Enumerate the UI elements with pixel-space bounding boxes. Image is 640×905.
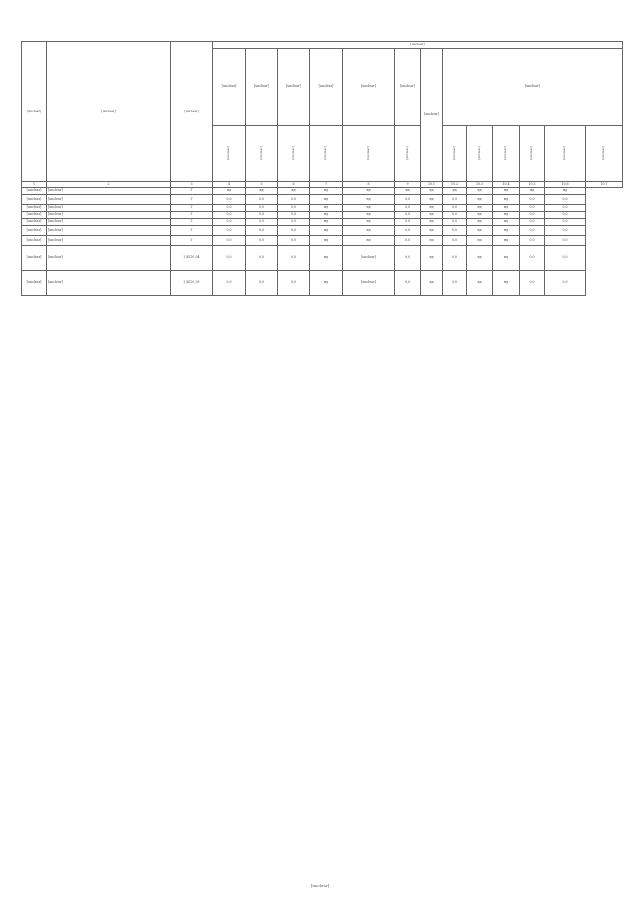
column-number: 7 — [310, 182, 343, 188]
table-cell: Г — [171, 195, 213, 205]
table-cell: 0,0 — [443, 226, 467, 236]
table-cell: нд — [310, 205, 343, 212]
table-cell: 0,0 — [213, 219, 246, 226]
table-cell: [unclear] — [343, 246, 395, 271]
sub-header: [unclear] — [421, 49, 443, 182]
table-cell: нд — [310, 271, 343, 296]
right-group-header: [unclear] — [443, 49, 623, 126]
column-number: 10.2 — [443, 182, 467, 188]
table-cell: [unclear] — [22, 219, 47, 226]
table-cell: Г — [171, 205, 213, 212]
vertical-header — [213, 126, 246, 182]
table-cell: нд — [310, 195, 343, 205]
column-number: 3 — [171, 182, 213, 188]
table-cell: нд — [493, 188, 520, 195]
table-cell: 0,0 — [395, 236, 421, 246]
table-cell: нд — [343, 219, 395, 226]
table-cell: 0,0 — [213, 271, 246, 296]
vertical-header — [278, 126, 310, 182]
table-cell: 0,0 — [443, 246, 467, 271]
vertical-header-text: [unclear] — [529, 145, 534, 160]
header-top-band: [unclear] — [213, 42, 623, 49]
table-cell: нд — [493, 212, 520, 219]
table-cell: нд — [467, 188, 493, 195]
vertical-header-text: [unclear] — [601, 145, 606, 160]
table-cell: 0,0 — [443, 205, 467, 212]
table-cell: 0,0 — [278, 226, 310, 236]
table-cell: нд — [520, 188, 545, 195]
vertical-header-text: [unclear] — [476, 145, 481, 160]
table-cell: [unclear] — [22, 236, 47, 246]
table-cell: 0,0 — [278, 236, 310, 246]
table-cell: 0,0 — [395, 205, 421, 212]
table-cell: 0,0 — [443, 212, 467, 219]
table-cell: 0,0 — [520, 236, 545, 246]
table-cell: нд — [467, 195, 493, 205]
column-number: 8 — [343, 182, 395, 188]
table-cell: 0,0 — [278, 212, 310, 219]
table-cell: нд — [493, 271, 520, 296]
investment-table — [21, 41, 623, 296]
table-cell: Г — [171, 219, 213, 226]
table-cell: нд — [467, 205, 493, 212]
table-cell: 0,0 — [213, 195, 246, 205]
vertical-header — [343, 126, 395, 182]
column-number: 10.1 — [421, 182, 443, 188]
table-cell: нд — [421, 271, 443, 296]
vertical-header-text: [unclear] — [404, 145, 409, 160]
table-cell: 0,0 — [213, 226, 246, 236]
table-cell: нд — [467, 219, 493, 226]
table-cell: нд — [467, 236, 493, 246]
table-cell: I_KCN_04 — [171, 246, 213, 271]
table-cell: 0,0 — [278, 205, 310, 212]
table-cell: нд — [343, 195, 395, 205]
table-row — [22, 226, 623, 236]
header-group-no: [unclear] — [22, 42, 47, 182]
table-cell: Г — [171, 236, 213, 246]
vertical-header-text: [unclear] — [365, 145, 370, 160]
table-cell: 0,0 — [545, 236, 586, 246]
table-cell: 0,0 — [443, 195, 467, 205]
table-row — [22, 271, 623, 296]
table-cell: 0,0 — [443, 236, 467, 246]
vertical-header — [246, 126, 278, 182]
vertical-header — [493, 126, 520, 182]
table-cell: [unclear] — [22, 188, 47, 195]
table-cell: 0,0 — [246, 195, 278, 205]
table-cell: Г — [171, 188, 213, 195]
table-cell: 0,0 — [246, 226, 278, 236]
table-row — [22, 246, 623, 271]
sub-header: [unclear] — [310, 49, 343, 126]
header-name: [unclear] — [47, 42, 171, 182]
vertical-header — [443, 126, 467, 182]
table-cell: нд — [395, 188, 421, 195]
sub-header: [unclear] — [278, 49, 310, 126]
table-cell: нд — [493, 236, 520, 246]
table-cell: Г — [171, 226, 213, 236]
table-cell: нд — [493, 195, 520, 205]
table-cell: 0,0 — [395, 271, 421, 296]
table-cell: [unclear] — [22, 226, 47, 236]
column-number: 10.4 — [493, 182, 520, 188]
table-cell: [unclear] — [47, 271, 171, 296]
table-row — [22, 205, 623, 212]
table-cell: нд — [310, 246, 343, 271]
column-number: 10.7 — [586, 182, 623, 188]
table-cell: нд — [213, 188, 246, 195]
table-cell: [unclear] — [22, 271, 47, 296]
table-cell: [unclear] — [47, 195, 171, 205]
table-cell: [unclear] — [22, 205, 47, 212]
vertical-header-text: [unclear] — [562, 145, 567, 160]
table-cell: [unclear] — [47, 212, 171, 219]
table-cell: 0,0 — [395, 219, 421, 226]
table-cell: нд — [343, 205, 395, 212]
vertical-header-text: [unclear] — [258, 145, 263, 160]
table-cell: нд — [467, 226, 493, 236]
table-cell: нд — [545, 188, 586, 195]
sub-header: [unclear] — [246, 49, 278, 126]
table-cell: 0,0 — [246, 271, 278, 296]
table-cell: нд — [343, 236, 395, 246]
table-cell: 0,0 — [213, 246, 246, 271]
table-cell: нд — [493, 246, 520, 271]
table-cell: нд — [421, 205, 443, 212]
vertical-header-text: [unclear] — [226, 145, 231, 160]
page-number: [unclear] — [310, 883, 330, 888]
vertical-header-text: [unclear] — [323, 145, 328, 160]
table-cell: 0,0 — [395, 212, 421, 219]
table-cell: [unclear] — [22, 212, 47, 219]
vertical-header-text: [unclear] — [451, 145, 456, 160]
table-row — [22, 236, 623, 246]
table-cell: 0,0 — [395, 195, 421, 205]
table-cell: 0,0 — [545, 212, 586, 219]
table-cell: [unclear] — [47, 219, 171, 226]
header-id: [unclear] — [171, 42, 213, 182]
table-row — [22, 219, 623, 226]
column-number: 2 — [47, 182, 171, 188]
table-cell: нд — [493, 226, 520, 236]
column-number: 10.6 — [545, 182, 586, 188]
table-cell: нд — [421, 195, 443, 205]
vertical-header-text: [unclear] — [290, 145, 295, 160]
table-cell: 0,0 — [443, 271, 467, 296]
table-cell: 0,0 — [246, 212, 278, 219]
table-cell: нд — [467, 246, 493, 271]
table-cell: I_KCN_05 — [171, 271, 213, 296]
table-cell: нд — [421, 246, 443, 271]
vertical-header — [310, 126, 343, 182]
vertical-header — [545, 126, 586, 182]
table-cell: 0,0 — [520, 271, 545, 296]
table-cell: Г — [171, 212, 213, 219]
table-cell: 0,0 — [246, 246, 278, 271]
table-cell: 0,0 — [213, 205, 246, 212]
table-cell: 0,0 — [246, 219, 278, 226]
column-number: 9 — [395, 182, 421, 188]
vertical-header — [395, 126, 421, 182]
table-cell: 0,0 — [545, 205, 586, 212]
table-cell: 0,0 — [395, 226, 421, 236]
table-cell: 0,0 — [545, 219, 586, 226]
column-number: 10.3 — [467, 182, 493, 188]
table-cell: 0,0 — [213, 236, 246, 246]
table-cell: 0,0 — [395, 246, 421, 271]
table-cell: 0,0 — [443, 219, 467, 226]
table-cell: нд — [421, 226, 443, 236]
table-cell: нд — [343, 188, 395, 195]
table-cell: [unclear] — [47, 226, 171, 236]
column-number: 4 — [213, 182, 246, 188]
table-cell: нд — [278, 188, 310, 195]
table-cell: нд — [310, 236, 343, 246]
table-cell: 0,0 — [246, 205, 278, 212]
table-cell: 0,0 — [246, 236, 278, 246]
table-cell: нд — [493, 205, 520, 212]
vertical-header — [520, 126, 545, 182]
table-cell: 0,0 — [545, 195, 586, 205]
table-cell: нд — [310, 226, 343, 236]
table-cell: нд — [467, 212, 493, 219]
vertical-header — [586, 126, 623, 182]
table-cell: нд — [421, 219, 443, 226]
table-cell: [unclear] — [22, 246, 47, 271]
table-cell: [unclear] — [343, 271, 395, 296]
table-cell: нд — [421, 236, 443, 246]
table-cell: 0,0 — [278, 246, 310, 271]
table-cell: нд — [246, 188, 278, 195]
table-cell: нд — [343, 226, 395, 236]
table-cell: [unclear] — [47, 246, 171, 271]
table-cell: нд — [421, 212, 443, 219]
table-cell: 0,0 — [278, 271, 310, 296]
vertical-header-text: [unclear] — [503, 145, 508, 160]
table-cell: нд — [421, 188, 443, 195]
table-cell: 0,0 — [278, 195, 310, 205]
column-number: 5 — [246, 182, 278, 188]
table-cell: нд — [310, 212, 343, 219]
table-cell: нд — [343, 212, 395, 219]
table-cell: 0,0 — [520, 246, 545, 271]
table-cell: 0,0 — [520, 226, 545, 236]
column-number: 10.5 — [520, 182, 545, 188]
table-cell: 0,0 — [520, 195, 545, 205]
vertical-header — [467, 126, 493, 182]
column-number: 1 — [22, 182, 47, 188]
table-cell: 0,0 — [520, 212, 545, 219]
column-number: 6 — [278, 182, 310, 188]
table-row — [22, 188, 623, 195]
table-cell: нд — [310, 188, 343, 195]
table-cell: нд — [310, 219, 343, 226]
table-cell: нд — [493, 219, 520, 226]
table-row — [22, 212, 623, 219]
table-cell: 0,0 — [520, 205, 545, 212]
table-cell: 0,0 — [213, 212, 246, 219]
table-cell: 0,0 — [545, 271, 586, 296]
table-cell: нд — [443, 188, 467, 195]
table-cell: [unclear] — [22, 195, 47, 205]
sub-header: [unclear] — [395, 49, 421, 126]
table-cell: [unclear] — [47, 236, 171, 246]
table-cell: 0,0 — [545, 246, 586, 271]
sub-header: [unclear] — [213, 49, 246, 126]
table-cell: 0,0 — [278, 219, 310, 226]
table-cell: [unclear] — [47, 188, 171, 195]
table-cell: 0,0 — [545, 226, 586, 236]
sub-header: [unclear] — [343, 49, 395, 126]
table-cell: [unclear] — [47, 205, 171, 212]
table-cell: 0,0 — [520, 219, 545, 226]
table-cell: нд — [467, 271, 493, 296]
table-row — [22, 195, 623, 205]
